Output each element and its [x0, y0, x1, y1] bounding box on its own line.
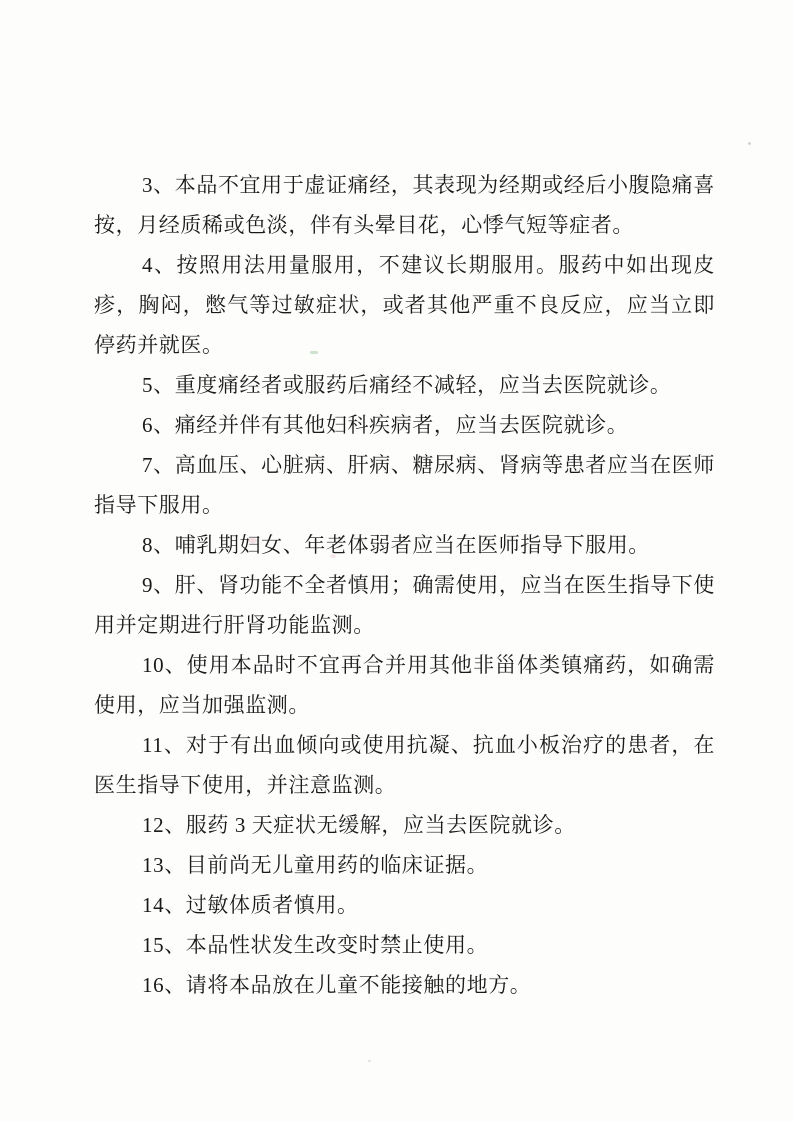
item-5: 5、重度痛经者或服药后痛经不减轻，应当去医院就诊。 — [142, 373, 672, 397]
item-16: 16、请将本品放在儿童不能接触的地方。 — [142, 973, 532, 997]
item-11: 11、对于有出血倾向或使用抗凝、抗血小板治疗的患者，在医生指导下使用，并注意监测。 — [94, 733, 715, 797]
item-4: 4、按照用法用量服用，不建议长期服用。服药中如出现皮疹，胸闷，憋气等过敏症状，或者其他严重不良反应，应当立即停药并就医。 — [94, 253, 715, 357]
item-12: 12、服药 3 天症状无缓解，应当去医院就诊。 — [142, 813, 576, 837]
item-9: 9、肝、肾功能不全者慎用；确需使用，应当在医生指导下使用并定期进行肝肾功能监测。 — [94, 573, 715, 637]
item-14: 14、过敏体质者慎用。 — [142, 893, 359, 917]
item-10: 10、使用本品时不宜再合并用其他非甾体类镇痛药，如确需使用，应当加强监测。 — [94, 653, 715, 717]
scan-artifact — [368, 1060, 371, 1062]
item-3: 3、本品不宜用于虚证痛经，其表现为经期或经后小腹隐痛喜按，月经质稀或色淡，伴有头晕目花，心悸气短等症者。 — [94, 173, 715, 237]
precautions-list — [94, 165, 715, 1005]
scan-artifact — [748, 142, 751, 145]
item-15: 15、本品性状发生改变时禁止使用。 — [142, 933, 489, 957]
item-13: 13、目前尚无儿童用药的临床证据。 — [142, 853, 489, 877]
item-6: 6、痛经并伴有其他妇科疾病者，应当去医院就诊。 — [142, 413, 629, 437]
item-8: 8、哺乳期妇女、年老体弱者应当在医师指导下服用。 — [142, 533, 650, 557]
item-7: 7、高血压、心脏病、肝病、糖尿病、肾病等患者应当在医师指导下服用。 — [94, 453, 715, 517]
